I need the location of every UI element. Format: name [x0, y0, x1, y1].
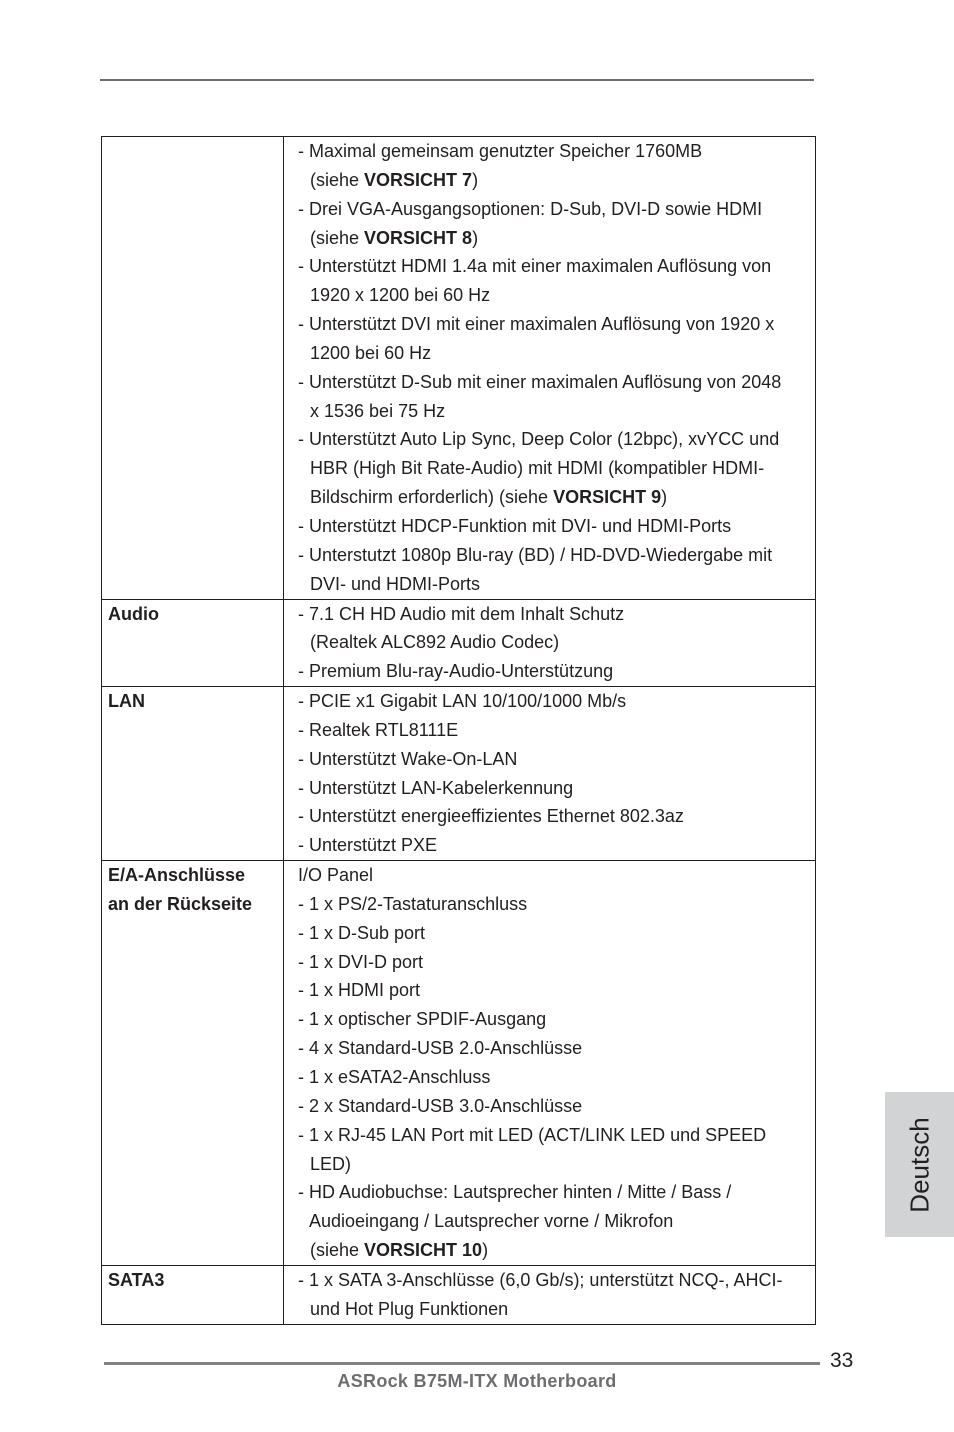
spec-label: E/A-Anschlüsse — [108, 865, 246, 886]
spec-line — [298, 831, 813, 860]
spec-line — [298, 628, 813, 657]
spec-line — [298, 1295, 813, 1324]
spec-line — [298, 1266, 813, 1295]
spec-line-text: x 1536 bei 75 Hz — [310, 400, 446, 421]
spec-line-text: 1200 bei 60 Hz — [310, 342, 432, 363]
caution-reference: VORSICHT 7 — [364, 169, 473, 190]
spec-label-cell — [102, 861, 284, 1266]
spec-line-text: - 1 x SATA 3-Anschlüsse (6,0 Gb/s); unterstützt NCQ-, AHCI- — [298, 1269, 783, 1290]
caution-reference: VORSICHT 8 — [364, 227, 473, 248]
spec-line — [298, 166, 813, 195]
spec-row — [102, 137, 816, 600]
spec-line — [298, 600, 813, 629]
spec-line-text: - Unterstützt DVI mit einer maximalen Auflösung von 1920 x — [298, 314, 775, 335]
spec-line-text: Bildschirm erforderlich) (siehe — [310, 487, 554, 508]
spec-line-text: und Hot Plug Funktionen — [310, 1298, 509, 1319]
spec-line — [298, 252, 813, 281]
spec-line-text: - Unterstützt D-Sub mit einer maximalen Auflösung von 2048 — [298, 371, 782, 392]
spec-line — [298, 1236, 813, 1265]
spec-label: an der Rückseite — [108, 893, 253, 914]
spec-line-suffix: ) — [661, 487, 668, 508]
footer-title: ASRock B75M-ITX Motherboard — [337, 1371, 617, 1391]
spec-value-cell — [284, 599, 816, 687]
spec-line-text: - Unterstützt PXE — [298, 835, 438, 856]
top-rule — [100, 79, 814, 81]
caution-reference: VORSICHT 9 — [553, 487, 662, 508]
spec-line-text: - Unterstützt Auto Lip Sync, Deep Color (12bpc), xvYCC und — [298, 429, 780, 450]
spec-line — [298, 890, 813, 919]
spec-line-text: - 1 x HDMI port — [298, 980, 421, 1001]
spec-line-text: - PCIE x1 Gigabit LAN 10/100/1000 Mb/s — [298, 691, 627, 712]
bottom-rule — [104, 1362, 820, 1365]
spec-line-text: - 4 x Standard-USB 2.0-Anschlüsse — [298, 1038, 583, 1059]
spec-line-text: - 1 x RJ-45 LAN Port mit LED (ACT/LINK LED und SPEED — [298, 1124, 767, 1145]
spec-line-text: (Realtek ALC892 Audio Codec) — [310, 632, 560, 653]
spec-row — [102, 861, 816, 1266]
spec-line — [298, 281, 813, 310]
spec-line — [298, 745, 813, 774]
spec-line-text: - Unterstützt Wake-On-LAN — [298, 748, 518, 769]
spec-value-cell — [284, 137, 816, 600]
spec-line-text: - Unterstützt energieeffizientes Ethernet 802.3az — [298, 806, 684, 827]
spec-line-text: - 1 x DVI-D port — [298, 951, 424, 972]
spec-row — [102, 599, 816, 687]
spec-line — [298, 1092, 813, 1121]
spec-line-text: - 1 x optischer SPDIF-Ausgang — [298, 1009, 547, 1030]
caution-reference: VORSICHT 10 — [364, 1240, 483, 1261]
spec-label-cell — [102, 137, 284, 600]
spec-line — [298, 976, 813, 1005]
spec-line — [298, 1121, 813, 1150]
spec-line-suffix: ) — [482, 1240, 489, 1261]
spec-line — [298, 368, 813, 397]
spec-line — [298, 425, 813, 454]
spec-line — [298, 657, 813, 686]
spec-line — [298, 716, 813, 745]
spec-line-suffix: ) — [472, 227, 479, 248]
spec-label-cell — [102, 599, 284, 687]
spec-line-suffix: ) — [472, 169, 479, 190]
spec-row — [102, 1265, 816, 1324]
spec-line — [298, 1034, 813, 1063]
spec-line-text: I/O Panel — [298, 865, 374, 886]
spec-line-text: - 1 x PS/2-Tastaturanschluss — [298, 893, 528, 914]
spec-line-text: - Realtek RTL8111E — [298, 719, 459, 740]
spec-line — [298, 397, 813, 426]
spec-label: SATA3 — [108, 1269, 165, 1290]
page-number: 33 — [830, 1349, 854, 1372]
spec-line — [298, 1178, 813, 1207]
language-tab — [885, 1092, 954, 1237]
spec-line — [298, 948, 813, 977]
spec-line-text: - HD Audiobuchse: Lautsprecher hinten / Mitte / Bass / — [298, 1182, 732, 1203]
spec-label-cell — [102, 687, 284, 861]
spec-line — [298, 687, 813, 716]
spec-line — [298, 137, 813, 166]
spec-line — [298, 1005, 813, 1034]
spec-value-cell — [284, 687, 816, 861]
spec-line-text: 1920 x 1200 bei 60 Hz — [310, 285, 491, 306]
spec-label-cell — [102, 1265, 284, 1324]
spec-line — [298, 861, 813, 890]
spec-line — [298, 224, 813, 253]
spec-line-text: DVI- und HDMI-Ports — [310, 573, 481, 594]
spec-line — [298, 195, 813, 224]
spec-label: LAN — [108, 691, 145, 712]
spec-line-text: - 2 x Standard-USB 3.0-Anschlüsse — [298, 1095, 583, 1116]
spec-label: Audio — [108, 603, 159, 624]
spec-line-text: - 7.1 CH HD Audio mit dem Inhalt Schutz — [298, 603, 625, 624]
spec-line — [298, 1207, 813, 1236]
spec-line-text: - Unterstützt HDMI 1.4a mit einer maximalen Auflösung von — [298, 256, 772, 277]
language-tab-label: Deutsch — [904, 1116, 934, 1213]
spec-table — [101, 136, 816, 1325]
spec-line-text: - Unterstutzt 1080p Blu-ray (BD) / HD-DVD-Wiedergabe mit — [298, 544, 773, 565]
spec-line — [298, 802, 813, 831]
spec-line — [298, 1063, 813, 1092]
spec-line-text: - Drei VGA-Ausgangsoptionen: D-Sub, DVI-D sowie HDMI — [298, 198, 763, 219]
spec-line-text: HBR (High Bit Rate-Audio) mit HDMI (kompatibler HDMI- — [310, 458, 765, 479]
spec-line — [298, 339, 813, 368]
spec-table-body — [102, 137, 816, 1325]
spec-line-text: - Unterstützt LAN-Kabelerkennung — [298, 777, 574, 798]
spec-line-text: (siehe — [310, 1240, 365, 1261]
spec-line-text: - Premium Blu-ray-Audio-Unterstützung — [298, 661, 614, 682]
spec-line — [298, 919, 813, 948]
spec-line — [298, 774, 813, 803]
spec-line — [298, 454, 813, 483]
spec-line-text: (siehe — [310, 227, 365, 248]
spec-row — [102, 687, 816, 861]
spec-line-text: - 1 x eSATA2-Anschluss — [298, 1067, 491, 1087]
spec-line-text: (siehe — [310, 169, 365, 190]
spec-line — [298, 512, 813, 541]
spec-line-text: - Maximal gemeinsam genutzter Speicher 1760MB — [298, 141, 703, 161]
spec-line — [298, 483, 813, 512]
spec-line-text: LED) — [310, 1153, 352, 1174]
spec-line-text: Audioeingang / Lautsprecher vorne / Mikrofon — [309, 1211, 674, 1232]
spec-line — [298, 1150, 813, 1179]
spec-line — [298, 570, 813, 599]
spec-line-text: - Unterstützt HDCP-Funktion mit DVI- und HDMI-Ports — [298, 515, 732, 536]
spec-line — [298, 310, 813, 339]
spec-line-text: - 1 x D-Sub port — [298, 922, 426, 943]
spec-value-cell — [284, 1265, 816, 1324]
spec-value-cell — [284, 861, 816, 1266]
spec-line — [298, 541, 813, 570]
